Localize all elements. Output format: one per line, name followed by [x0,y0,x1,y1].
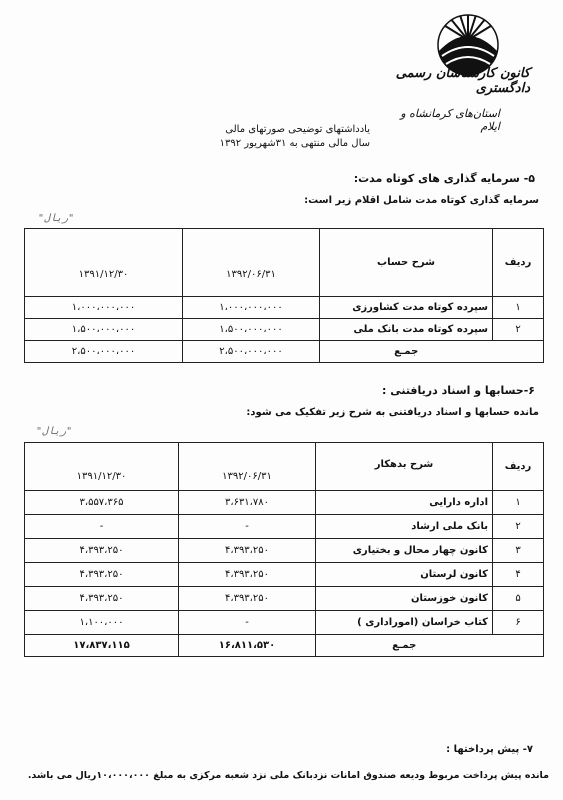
row-number: ۱ [493,297,544,319]
total-1392: ۲،۵۰۰،۰۰۰،۰۰۰ [183,341,320,363]
table-row [25,611,544,635]
organization-branch: استان‌های کرمانشاه و ایلام [400,107,500,133]
row-number: ۵ [493,587,544,611]
table-total-row [25,635,544,657]
total-label: جمـع [316,635,493,657]
row-number: ۶ [493,611,544,635]
amount-1392: ۴،۳۹۳،۲۵۰ [179,539,316,563]
total-1391: ۲،۵۰۰،۰۰۰،۰۰۰ [25,341,183,363]
receivables-table [24,442,544,657]
column-header: ۱۳۹۲/۰۶/۳۱ [179,443,316,491]
section7-title: ۷- پیش پرداختها : [446,744,533,755]
section6-subtitle: مانده حسابها و اسناد دریافتنی به شرح زیر تفکیک می شود: [246,407,539,418]
table-row [25,515,544,539]
row-description: سپرده کوتاه مدت کشاورزی [320,297,493,319]
amount-1391: ۱،۰۰۰،۰۰۰،۰۰۰ [25,297,183,319]
amount-1391: ۱،۵۰۰،۰۰۰،۰۰۰ [25,319,183,341]
total-1391: ۱۷،۸۳۷،۱۱۵ [25,635,179,657]
column-header: ردیف [493,443,544,491]
table-row [25,297,544,319]
column-header: شرح بدهکار [316,443,493,491]
row-description: کتاب خراسان (اموراداری ) [316,611,493,635]
section5-title: ۵- سرمایه گذاری های کوتاه مدت: [353,172,535,185]
fiscal-year: سال مالی منتهی به ۳۱شهریور ۱۳۹۲ [219,138,370,149]
row-number: ۳ [493,539,544,563]
amount-1392: - [179,611,316,635]
table-total-row [25,341,544,363]
amount-1391: ۴،۳۹۳،۲۵۰ [25,563,179,587]
amount-1391: ۳،۵۵۷،۳۶۵ [25,491,179,515]
amount-1392: ۱،۰۰۰،۰۰۰،۰۰۰ [183,297,320,319]
table-row [25,587,544,611]
section6-title: ۶-حسابها و اسناد دریافتنی : [381,384,535,397]
section7-text: مانده پیش پرداخت مربوط ودیعه صندوق امانات نزدبانک ملی نزد شعبه مرکزی به مبلغ ۱۰،۰۰۰،۰۰۰ریال می باشد. [27,770,549,781]
total-label: جمـع [320,341,493,363]
total-1392: ۱۶،۸۱۱،۵۳۰ [179,635,316,657]
table-header-row [25,229,544,297]
row-description: کانون خوزستان [316,587,493,611]
row-number: ۱ [493,491,544,515]
section5-subtitle: سرمایه گذاری کوتاه مدت شامل اقلام زیر است: [304,195,539,206]
notes-title: یادداشتهای توضیحی صورتهای مالی [225,124,370,135]
column-header: ۱۳۹۱/۱۲/۳۰ [25,229,183,297]
table-row [25,563,544,587]
table-row [25,491,544,515]
row-description: کانون لرستان [316,563,493,587]
row-description: اداره دارایی [316,491,493,515]
amount-1391: - [25,515,179,539]
amount-1391: ۴،۳۹۳،۲۵۰ [25,539,179,563]
organization-name: کانون کارشناسان رسمی دادگستری [395,66,530,96]
row-description: سپرده کوتاه مدت بانک ملی [320,319,493,341]
row-number: ۲ [493,319,544,341]
row-description: کانون چهار محال و بختیاری [316,539,493,563]
table-header-row [25,443,544,491]
column-header: شرح حساب [320,229,493,297]
short-term-investments-table [24,228,544,363]
row-description: بانک ملی ارشاد [316,515,493,539]
amount-1392: ۴،۳۹۳،۲۵۰ [179,563,316,587]
table-row [25,319,544,341]
row-number: ۲ [493,515,544,539]
column-header: ۱۳۹۱/۱۲/۳۰ [25,443,179,491]
amount-1392: ۴،۳۹۳،۲۵۰ [179,587,316,611]
amount-1391: ۱،۱۰۰،۰۰۰ [25,611,179,635]
amount-1392: ۱،۵۰۰،۰۰۰،۰۰۰ [183,319,320,341]
amount-1392: ۳،۶۳۱،۷۸۰ [179,491,316,515]
amount-1391: ۴،۳۹۳،۲۵۰ [25,587,179,611]
column-header: ردیف [493,229,544,297]
row-number: ۴ [493,563,544,587]
currency-stamp: "ریال" [38,213,75,224]
table-row [25,539,544,563]
currency-stamp: "ریال" [36,426,73,437]
column-header: ۱۳۹۲/۰۶/۳۱ [183,229,320,297]
amount-1392: - [179,515,316,539]
